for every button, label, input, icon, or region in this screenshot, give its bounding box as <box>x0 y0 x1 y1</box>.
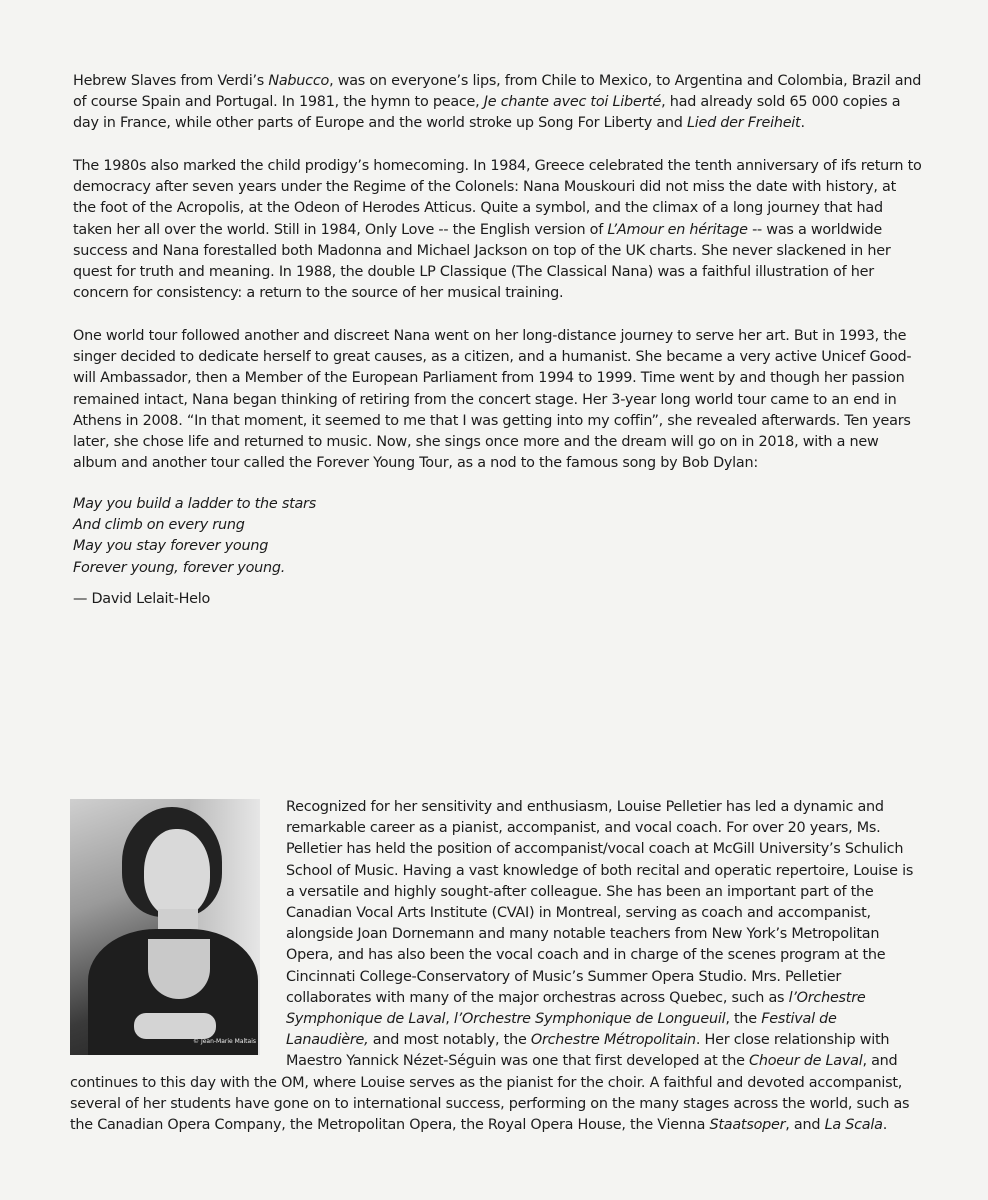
paragraph-nabucco <box>73 71 923 135</box>
text-run: . Her close relationship with Maestro Yannick Nézet-Séguin was one that first developed at the <box>286 1032 890 1070</box>
text-run: , and continues to this day with the OM, where Louise serves as the pianist for the choir. A faithful and devoted accompanist, several of her students have gone on to international success, performing on the many stages across the world, such as the Canadian Opera Company, the Metropolitan Opera, the Royal Opera House, the Vienna <box>70 1053 910 1134</box>
poem-line: May you stay forever young <box>73 538 269 555</box>
text-run: One world tour followed another and discreet Nana went on her long-distance journey to serve her art. But in 1993, the singer decided to dedicate herself to great causes, as a citizen, and a humanist. She became a very active Unicef Good-will Ambassador, then a Member of the European Parliament from 1994 to 1999. Time went by and though her passion remained intact, Nana began thinking of retiring from the concert stage. Her 3-year long world tour came to an end in Athens in 2008. “In that moment, it seemed to me that I was getting into my coffin”, she revealed afterwards. Ten years later, she chose life and returned to music. Now, she sings once more and the dream will go on in 2018, with a new album and another tour called the Forever Young Tour, as a nod to the famous song by Bob Dylan: <box>73 328 912 472</box>
text-run: , had already sold 65 000 copies a day in France, while other parts of Europe and the world stroke up Song For Liberty and <box>73 94 901 132</box>
text-run: and most notably, the <box>368 1032 531 1049</box>
italic-run: Staatsoper <box>709 1117 786 1134</box>
portrait-photo <box>70 799 260 1055</box>
italic-run: Orchestre Métropolitain <box>530 1032 696 1049</box>
bio-section <box>70 797 920 1136</box>
italic-run: La Scala <box>824 1117 883 1134</box>
italic-run: Nabucco <box>268 73 330 89</box>
italic-run: Je chante avec toi Liberté <box>483 94 662 111</box>
text-run: The 1980s also marked the child prodigy’s homecoming. In 1984, Greece celebrated the tenth anniversary of ifs return to democracy after seven years under the Regime of the Colonels: Nana Mouskouri did not miss the date with history, at the foot of the Acropolis, at the Odeon of Herodes Atticus. Quite a symbol, and the climax of a long journey that had taken her all over the world. Still in 1984, Only Love -- the English version of <box>73 158 922 238</box>
text-run: , <box>445 1011 454 1028</box>
text-run: , the <box>725 1011 762 1028</box>
paragraph-world-tour <box>73 326 923 474</box>
author-signature: — David Lelait-Helo <box>73 591 211 607</box>
text-run: , and <box>785 1117 825 1134</box>
italic-run: Choeur de Laval <box>749 1053 863 1070</box>
text-run: . <box>800 115 805 132</box>
text-run: , was on everyone’s lips, from Chile to Mexico, to Argentina and Colombia, Brazil and of course Spain and Portugal. In 1981, the hymn to peace, <box>73 73 922 111</box>
poem-line: And climb on every rung <box>73 517 245 534</box>
photo-credit: © Jean-Marie Maltais <box>193 1037 256 1045</box>
italic-run: l’Orchestre Symphonique de Laval <box>286 989 866 1028</box>
italic-run: L’Amour en héritage <box>607 221 748 238</box>
italic-run: Lied der Freiheit <box>686 115 801 132</box>
text-run: . <box>882 1117 888 1134</box>
text-run: -- was a worldwide success and Nana forestalled both Madonna and Michael Jackson on top of the UK charts. She never slackened in her quest for truth and meaning. In 1988, the double LP Classique (The Classical Nana) was a faithful illustration of her concern for consistency: a return to the source of her musical training. <box>73 221 891 302</box>
poem-line: May you build a ladder to the stars <box>73 496 316 512</box>
poem-line: Forever young, forever young. <box>73 559 286 576</box>
text-run: Recognized for her sensitivity and enthusiasm, Louise Pelletier has led a dynamic and remarkable career as a pianist, accompanist, and vocal coach. For over 20 years, Ms. Pelletier has held the position of accompanist/vocal coach at McGill University’s Schulich School of Music. Having a vast knowledge of both recital and operatic repertoire, Louise is a versatile and highly sought-after colleague. She has been an important part of the Canadian Vocal Arts Institute (CVAI) in Montreal, serving as coach and accompanist, alongside Joan Dornemann and many notable teachers from New York’s Metropolitan Opera, and has also been the vocal coach and in charge of the scenes program at the Cincinnati College-Conservatory of Music’s Summer Opera Studio. Mrs. Pelletier collaborates with many of the major orchestras across Quebec, such as <box>286 799 914 1006</box>
paragraph-homecoming <box>73 156 923 304</box>
text-run: Hebrew Slaves from Verdi’s <box>73 73 269 89</box>
poem-quote <box>73 494 923 579</box>
italic-run: Festival de Lanaudière, <box>286 1011 837 1049</box>
italic-run: l’Orchestre Symphonique de Longueuil <box>453 1011 726 1028</box>
